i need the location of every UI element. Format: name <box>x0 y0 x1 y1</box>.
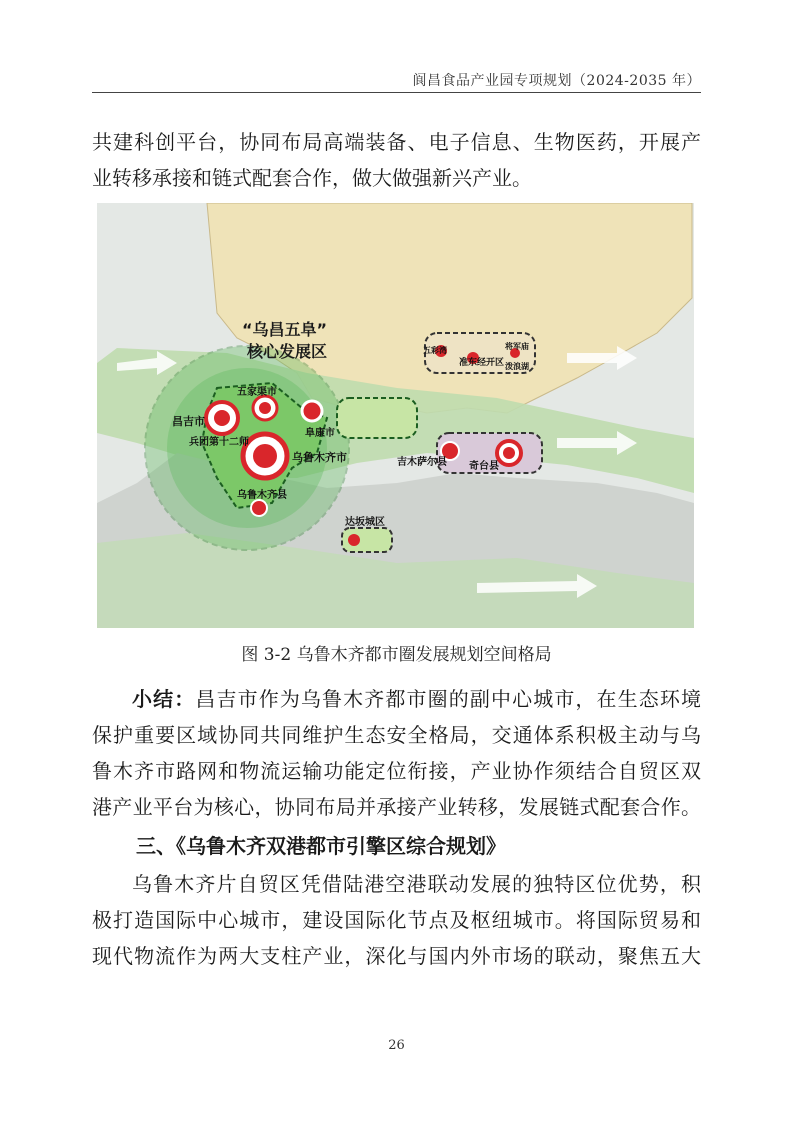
core-title-1: “乌昌五阜” <box>242 320 328 339</box>
summary-line-3: 鲁木齐市路网和物流运输功能定位衔接，产业协作须结合自贸区双 <box>92 759 701 783</box>
intro-paragraph <box>92 124 701 196</box>
label-fukang: 阜康市 <box>305 428 335 439</box>
summary-label: 小结： <box>132 687 196 711</box>
body-paragraph <box>92 866 701 974</box>
intro-line-1: 共建科创平台，协同布局高端装备、电子信息、生物医药，开展产 <box>92 130 701 154</box>
summary-paragraph <box>92 681 701 825</box>
map-graphic <box>97 203 694 628</box>
body-line-1: 乌鲁木齐片自贸区凭借陆港空港联动发展的独特区位优势，积 <box>132 872 701 896</box>
section-heading: 三、《乌鲁木齐双港都市引擎区综合规划》 <box>136 834 506 858</box>
zone-jimsar-north <box>337 398 417 438</box>
label-dabancheng: 达坂城区 <box>345 517 385 528</box>
summary-line-2: 保护重要区域协同共同维护生态安全格局，交通体系积极主动与乌 <box>92 723 701 747</box>
label-qitai: 奇台县 <box>469 461 499 472</box>
label-wucaiwan: 五彩湾 <box>423 346 447 355</box>
label-changji: 昌吉市 <box>172 415 205 428</box>
label-urumqi-county: 乌鲁木齐县 <box>237 490 287 501</box>
urumqi-metro-map <box>97 203 694 628</box>
label-wujiaqu: 五家渠市 <box>237 387 277 398</box>
body-line-2: 极打造国际中心城市，建设国际化节点及枢纽城市。将国际贸易和 <box>92 908 701 932</box>
intro-line-2: 业转移承接和链式配套合作，做大做强新兴产业。 <box>92 166 532 190</box>
page-number: 26 <box>388 1038 405 1053</box>
label-zhundong: 准东经开区 <box>459 358 505 368</box>
label-jimsar: 吉木萨尔县 <box>397 457 447 468</box>
summary-line-1-text: 昌吉市作为乌鲁木齐都市圈的副中心城市，在生态环境 <box>195 687 701 711</box>
body-line-3: 现代物流作为两大支柱产业，深化与国内外市场的联动，聚焦五大 <box>92 944 701 968</box>
label-laojunmiao: 泼浪湖 <box>505 362 529 371</box>
summary-line-1 <box>92 681 701 717</box>
label-bingtuan: 兵团第十二师 <box>189 437 249 448</box>
summary-line-4: 港产业平台为核心，协同布局并承接产业转移，发展链式配套合作。 <box>92 795 701 819</box>
label-jiangjunmiao: 将军庙 <box>505 342 529 351</box>
header-rule <box>92 92 701 93</box>
running-header: 阆昌食品产业园专项规划（2024-2035 年） <box>412 73 701 89</box>
core-title-2: 核心发展区 <box>247 342 328 361</box>
label-urumqi: 乌鲁木齐市 <box>292 451 347 464</box>
figure-caption: 图 3-2 乌鲁木齐都市圈发展规划空间格局 <box>241 645 552 665</box>
